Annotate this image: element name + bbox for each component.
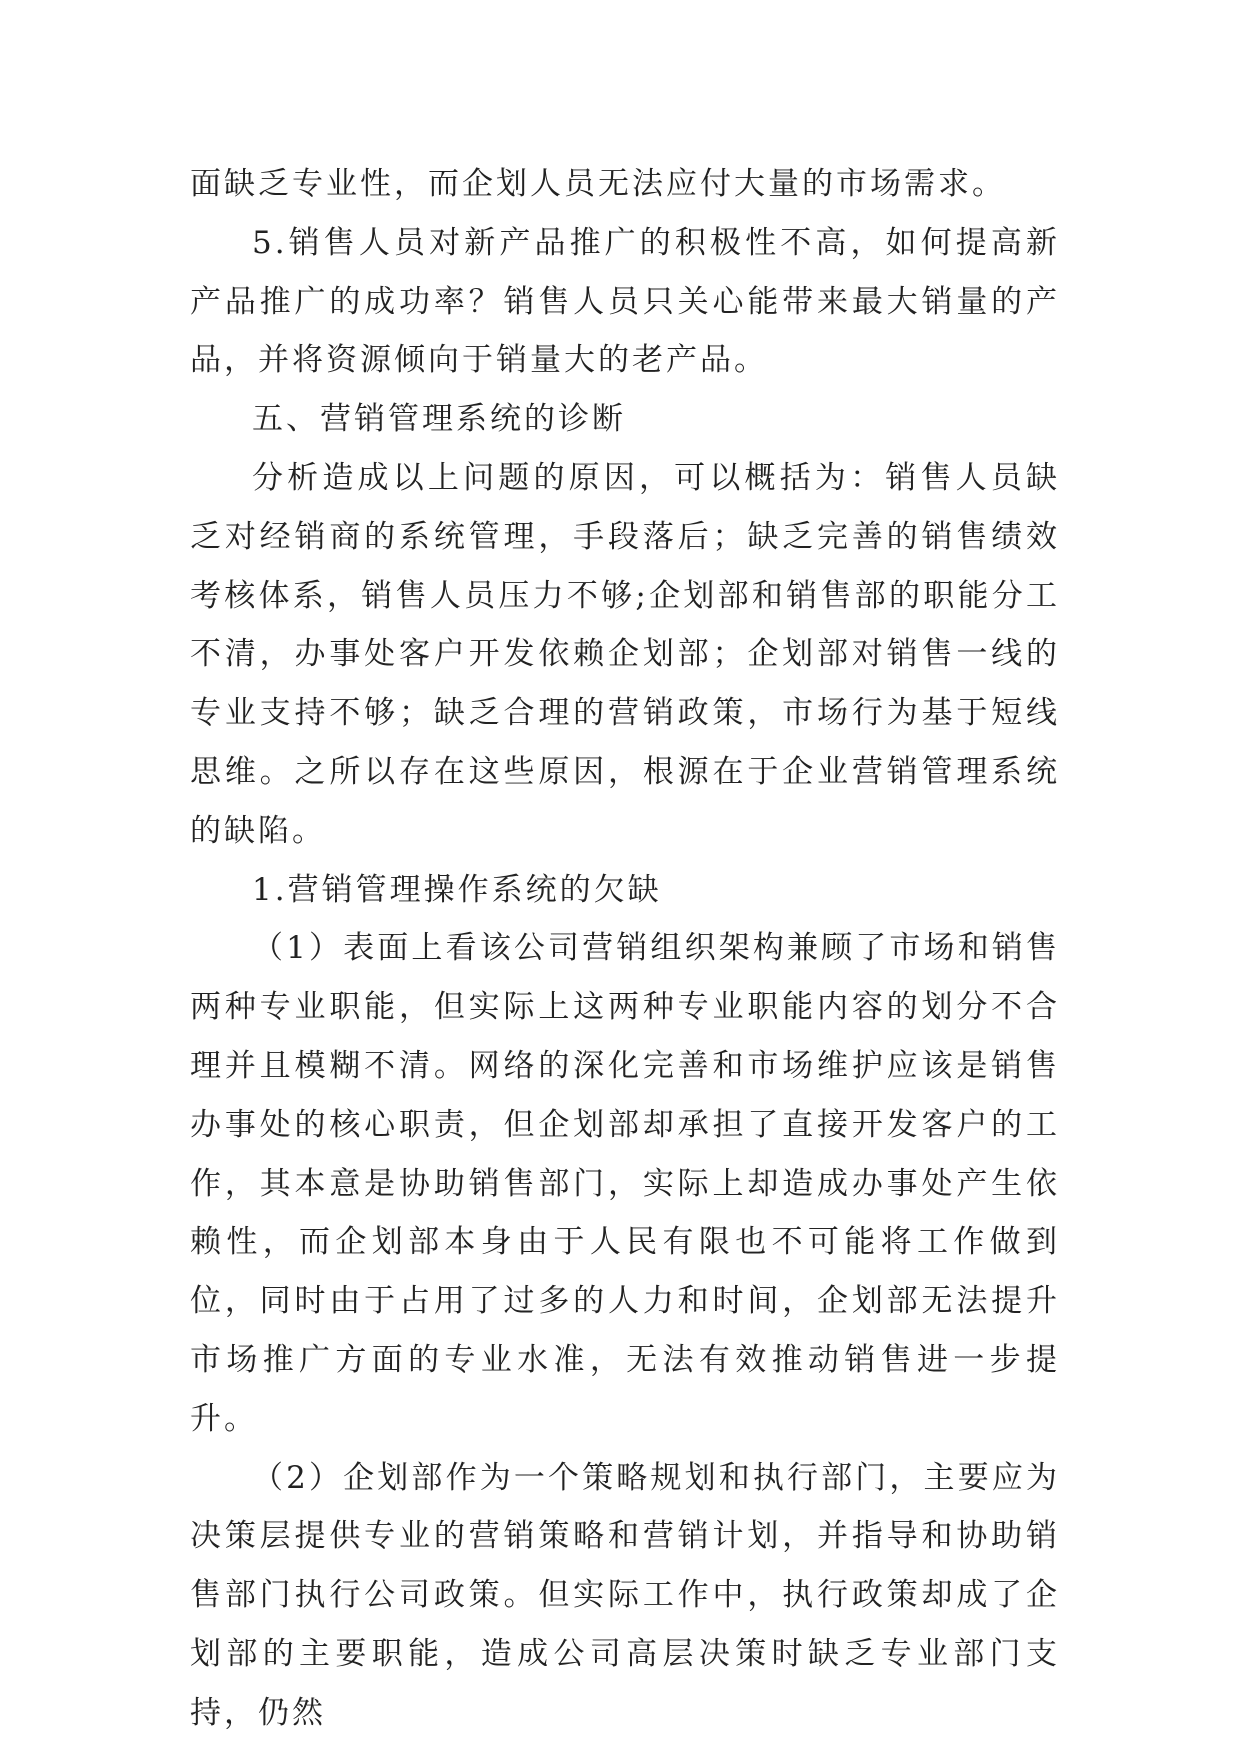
paragraph-1: 面缺乏专业性，而企划人员无法应付大量的市场需求。 [190, 166, 1006, 202]
subheading-1: 1.营销管理操作系统的欠缺 [252, 871, 662, 908]
section-heading: 五、营销管理系统的诊断 [252, 401, 626, 438]
paragraph-5: （2）企划部作为一个策略规划和执行部门，主要应为决策层提供专业的营销策略和营销计划，并指导和协助销售部门执行公司政策。但实际工作中，执行政策却成了企划部的主要职能，造成公司高层决策时缺乏专业部门支持，仍然 [190, 1459, 1060, 1731]
paragraph-3: 分析造成以上问题的原因，可以概括为：销售人员缺乏对经销商的系统管理，手段落后；缺乏完善的销售绩效考核体系，销售人员压力不够;企划部和销售部的职能分工不清，办事处客户开发依赖企划部；企划部对销售一线的专业支持不够；缺乏合理的营销政策，市场行为基于短线思维。之所以存在这些原因，根源在于企业营销管理系统的缺陷。 [190, 459, 1060, 849]
paragraph-4: （1）表面上看该公司营销组织架构兼顾了市场和销售两种专业职能，但实际上这两种专业职能内容的划分不合理并且模糊不清。网络的深化完善和市场维护应该是销售办事处的核心职责，但企划部却承担了直接开发客户的工作，其本意是协助销售部门，实际上却造成办事处产生依赖性，而企划部本身由于人民有限也不可能将工作做到位，同时由于占用了过多的人力和时间，企划部无法提升市场推广方面的专业水准，无法有效推动销售进一步提升。 [190, 930, 1060, 1437]
body-text [190, 155, 1060, 1743]
paragraph-2: 5.销售人员对新产品推广的积极性不高，如何提高新产品推广的成功率？销售人员只关心能带来最大销量的产品，并将资源倾向于销量大的老产品。 [190, 224, 1060, 379]
